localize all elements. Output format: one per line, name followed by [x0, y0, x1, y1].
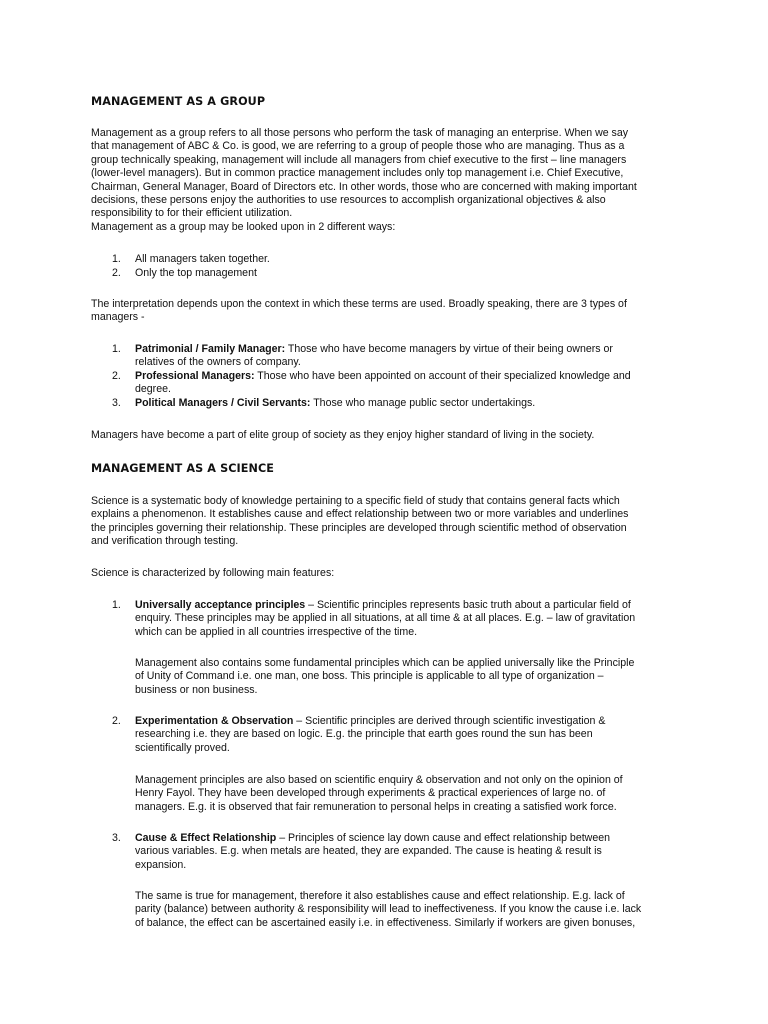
text-line: – Scientific principles represents basic truth about a particular field of: [305, 599, 631, 611]
text-line: of Unity of Command i.e. one man, one boss. This principle is applicable to all type of organization –: [135, 670, 604, 683]
text-line: The same is true for management, therefore it also establishes cause and effect relationship. E.g. lack of: [135, 890, 625, 902]
text-line: Henry Fayol. They have been developed through experiments & practical experiences of large no. of: [135, 787, 606, 800]
text-line: Managers have become a part of elite group of society as they enjoy higher standard of living in the society.: [91, 429, 595, 441]
group-intro-paragraph: [91, 127, 681, 234]
text-line: Science is a systematic body of knowledge pertaining to a specific field of study that contains general facts which: [91, 495, 620, 507]
text-line: business or non business.: [135, 683, 258, 696]
list-number: 1.: [112, 343, 121, 355]
term-label: Cause & Effect Relationship: [135, 832, 277, 844]
text-line: of balance, the effect can be ascertained easily i.e. in effectiveness. Similarly if workers are given bonuses,: [135, 916, 636, 929]
text-line: – Principles of science lay down cause and effect relationship between: [276, 832, 610, 844]
list-text: All managers taken together.: [135, 253, 270, 265]
list-number: 1.: [112, 253, 121, 265]
text-line: explains a phenomenon. It establishes cause and effect relationship between two or more variables and underlines: [91, 508, 629, 521]
list-number: 3.: [112, 832, 121, 844]
text-line: managers. E.g. it is observed that fair remuneration to personal helps in creating a satisfied work force.: [135, 800, 617, 813]
text-line: (lower-level managers). But in common practice management includes only top management i.e. Chief Executive,: [91, 167, 624, 180]
text-line: enquiry. These principles may be applied in all situations, at all time & at all places. E.g. – law of gravitation: [135, 612, 636, 625]
text-line: relatives of the owners of company.: [135, 356, 301, 369]
list-text: [135, 715, 695, 755]
text-line: managers -: [91, 311, 145, 324]
list-text: [135, 599, 695, 639]
text-line: The interpretation depends upon the context in which these terms are used. Broadly speaking, there are 3 types of: [91, 298, 627, 310]
text-line: researching i.e. they are based on logic. E.g. the principle that earth goes round the sun has been: [135, 728, 593, 741]
feature-explanation: [135, 890, 675, 930]
text-line: Chairman, General Manager, Board of Directors etc. In other words, those who are concerned with making important: [91, 180, 637, 193]
text-line: Management principles are also based on scientific enquiry & observation and not only on the opinion of: [135, 774, 623, 786]
text-line: expansion.: [135, 858, 187, 871]
list-number: 1.: [112, 599, 121, 611]
text-line: responsibility to for their efficient utilization.: [91, 207, 293, 220]
list-text: [135, 832, 695, 872]
section-heading-science: MANAGEMENT AS A SCIENCE: [91, 462, 275, 475]
text-line: Management as a group refers to all those persons who perform the task of managing an enterprise. When we say: [91, 127, 629, 139]
text-line: decisions, these persons enjoy the authorities to use resources to accomplish organizational objectives & also: [91, 194, 606, 207]
term-label: Political Managers / Civil Servants:: [135, 397, 311, 409]
text-line: Those who manage public sector undertakings.: [310, 397, 536, 409]
text-line: the principles governing their relationship. These principles are developed through scientific method of observation: [91, 521, 627, 534]
text-line: parity (balance) between authority & responsibility will lead to ineffectiveness. If you know the cause i.e. lack: [135, 903, 642, 916]
feature-explanation: [135, 774, 675, 814]
text-line: and verification through testing.: [91, 535, 239, 548]
text-line: Those who have been appointed on account of their specialized knowledge and: [254, 370, 631, 382]
term-label: Experimentation & Observation: [135, 715, 294, 727]
list-text: [135, 397, 695, 410]
term-label: Professional Managers:: [135, 370, 255, 382]
term-label: Universally acceptance principles: [135, 599, 306, 611]
list-text: [135, 343, 695, 370]
feature-explanation: [135, 657, 675, 697]
term-label: Patrimonial / Family Manager:: [135, 343, 286, 355]
text-line: scientifically proved.: [135, 741, 230, 754]
science-intro-paragraph: [91, 495, 681, 549]
text-line: various variables. E.g. when metals are heated, they are expanded. The cause is heating & result is: [135, 845, 602, 858]
list-text: Only the top management: [135, 267, 257, 279]
text-line: which can be applied in all countries irrespective of the time.: [135, 625, 418, 638]
list-number: 3.: [112, 397, 121, 409]
list-number: 2.: [112, 715, 121, 727]
text-line: Science is characterized by following main features:: [91, 567, 335, 579]
text-line: Those who have become managers by virtue of their being owners or: [285, 343, 613, 355]
text-line: degree.: [135, 383, 171, 396]
text-line: group technically speaking, management will include all managers from chief executive to the first – line managers: [91, 153, 627, 166]
interpretation-paragraph: [91, 298, 681, 325]
section-heading-group: MANAGEMENT AS A GROUP: [91, 95, 266, 108]
list-number: 2.: [112, 267, 121, 279]
text-line: Management as a group may be looked upon in 2 different ways:: [91, 220, 396, 233]
text-line: Management also contains some fundamental principles which can be applied universally like the Principle: [135, 657, 635, 669]
list-text: [135, 370, 695, 397]
elite-paragraph: [91, 429, 681, 442]
features-intro: [91, 567, 681, 580]
list-number: 2.: [112, 370, 121, 382]
text-line: that management of ABC & Co. is good, we are referring to a group of people those who are managing. Thus as a: [91, 140, 625, 153]
text-line: – Scientific principles are derived through scientific investigation &: [293, 715, 606, 727]
